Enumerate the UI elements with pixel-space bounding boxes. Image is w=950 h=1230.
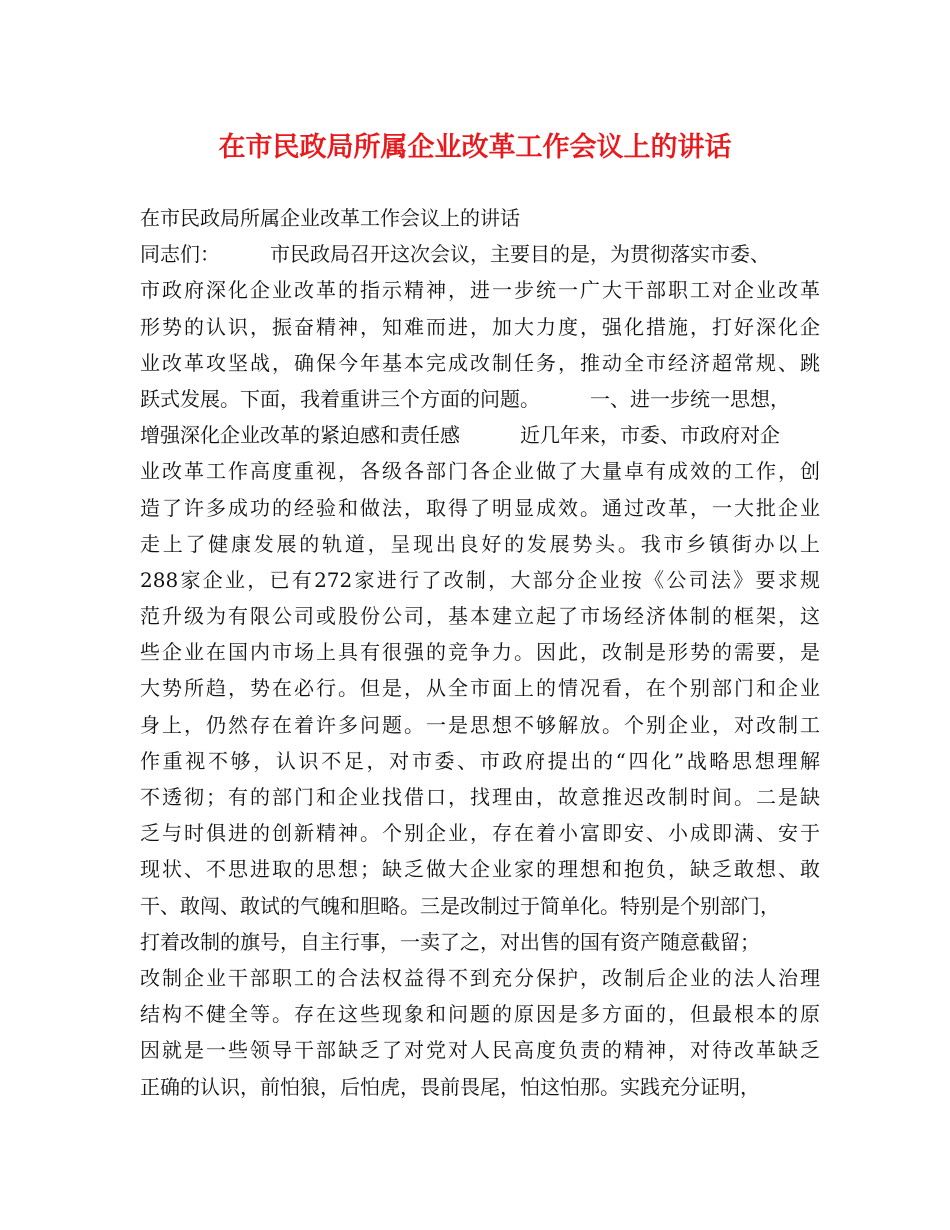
body-line: 跃式发展。下面，我着重讲三个方面的问题。 一、进一步统一思想，: [140, 386, 790, 411]
body-line: 不透彻；有的部门和企业找借口，找理由，故意推迟改制时间。二是缺: [140, 785, 820, 809]
body-line: 市政府深化企业改革的指示精神，进一步统一广大干部职工对企业改革: [140, 278, 820, 303]
body-line: 身上，仍然存在着许多问题。一是思想不够解放。个别企业，对改制工: [140, 712, 820, 737]
body-line: 走上了健康发展的轨道，呈现出良好的发展势头。我市乡镇街办以上: [140, 531, 820, 556]
body-line: 打着改制的旗号，自主行事，一卖了之，对出售的国有资产随意截留；: [140, 929, 760, 954]
body-line: 业改革攻坚战，确保今年基本完成改制任务，推动全市经济超常规、跳: [140, 350, 820, 375]
body-line: 些企业在国内市场上具有很强的竞争力。因此，改制是形势的需要，是: [140, 640, 820, 665]
body-line: 正确的认识，前怕狼，后怕虎，畏前畏尾，怕这怕那。实践充分证明，: [140, 1074, 760, 1099]
body-line: 在市民政局所属企业改革工作会议上的讲话: [140, 206, 520, 230]
body-line: 造了许多成功的经验和做法，取得了明显成效。通过改革，一大批企业: [140, 495, 820, 520]
body-line: 增强深化企业改革的紧迫感和责任感 近几年来，市委、市政府对企: [140, 423, 780, 448]
document-title: 在市民政局所属企业改革工作会议上的讲话: [218, 132, 732, 163]
body-line: 形势的认识，振奋精神，知难而进，加大力度，强化措施，打好深化企: [140, 314, 820, 339]
body-line: 干、敢闯、敢试的气魄和胆略。三是改制过于简单化。特别是个别部门，: [140, 893, 780, 918]
body-line: 大势所趋，势在必行。但是，从全市面上的情况看，在个别部门和企业: [140, 676, 820, 701]
document-body: [140, 200, 820, 1105]
body-line: 现状、不思进取的思想；缺乏做大企业家的理想和抱负，缺乏敢想、敢: [140, 857, 820, 882]
body-line: 作重视不够，认识不足，对市委、市政府提出的“四化”战略思想理解: [140, 748, 820, 773]
body-line: 业改革工作高度重视，各级各部门各企业做了大量卓有成效的工作，创: [140, 459, 820, 484]
body-line: 同志们： 市民政局召开这次会议，主要目的是，为贯彻落实市委、: [140, 242, 770, 267]
body-line: 因就是一些领导干部缺乏了对党对人民高度负责的精神，对待改革缺乏: [140, 1038, 820, 1063]
body-line: 乏与时俱进的创新精神。个别企业，存在着小富即安、小成即满、安于: [140, 821, 820, 846]
body-line: 结构不健全等。存在这些现象和问题的原因是多方面的，但最根本的原: [140, 1002, 820, 1027]
body-line: 改制企业干部职工的合法权益得不到充分保护，改制后企业的法人治理: [140, 965, 820, 990]
body-line: 范升级为有限公司或股份公司，基本建立起了市场经济体制的框架，这: [140, 604, 820, 629]
body-line: 288家企业，已有272家进行了改制，大部分企业按《公司法》要求规: [140, 567, 820, 592]
